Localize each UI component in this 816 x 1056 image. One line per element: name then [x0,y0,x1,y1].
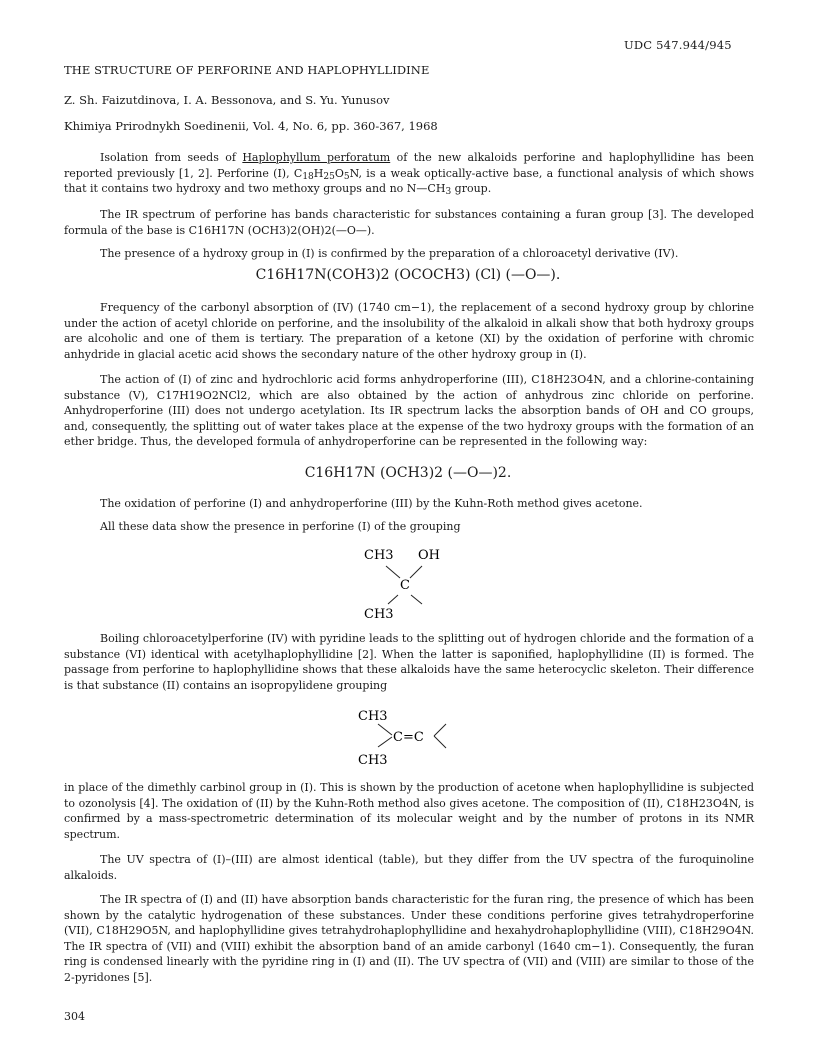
svg-text:OH: OH [418,548,440,563]
svg-text:CH3: CH3 [364,548,394,563]
journal-citation: Khimiya Prirodnykh Soedinenii, Vol. 4, No. 6, pp. 360-367, 1968 [64,119,438,133]
formula-chloroacetyl: C16H17N(COH3)2 (OCOCH3) (Cl) (—O—). [255,267,561,283]
svg-text:C=C: C=C [393,730,424,745]
species-name: Haplophyllum perforatum [242,151,391,164]
svg-text:CH3: CH3 [358,753,388,768]
paragraph-8: Boiling chloroacetylperforine (IV) with pyridine leads to the splitting out of hydrogen chloride and the formation of a substance (VI) identical with acetylhaplophyllidine [2]. When the latter is saponified, haplophyllidine (II) is formed. The passage from perforine to haplophyllidine shows that these alkaloids have the same heterocyclic skeleton. Their difference is that substance (II) contains an isopropylidene grouping [64,632,754,692]
paragraph-1: Isolation from seeds of Haplophyllum perforatum of the new alkaloids perforine and haplophyllidine has been reported previously [1, 2]. Perforine (I), $C_{18}H_{25}O_5N$, is a weak optically-active base, a functional analysis of which shows that it contains two hydroxy and two methoxy groups and no $N—CH_3$ group. [64,151,754,198]
paragraph-2: The IR spectrum of perforine has bands characteristic for substances containing a furan group [3]. The developed formula of the base is C16H17N (OCH3)2(OH)2(—O—). [64,208,754,237]
paragraph-11: The IR spectra of (I) and (II) have absorption bands characteristic for the furan ring, the presence of which has been shown by the catalytic hydrogenation of these substances. Under these conditions perforine gives tetrahydroperforine (VII), C18H29O5N, and haplophyllidine gives tetrahydrohaplophyllidine and hexahydrohaplophyllidine (VIII), C18H29O4N. The IR spectra of (VII) and (VIII) exhibit the absorption band of an amide carbonyl (1640 cm−1). Consequently, the furan ring is condensed linearly with the pyridine ring in (I) and (II). The UV spectra of (VII) and (VIII) are similar to those of the 2-pyridones [5]. [64,893,754,984]
svg-text:CH3: CH3 [364,607,394,622]
formula-anhydroperforine: C16H17N (OCH3)2 (—O—)2. [304,465,512,481]
dimethyl-carbinol-structure [350,540,470,625]
paragraph-6: The oxidation of perforine (I) and anhydroperforine (III) by the Kuhn-Roth method gives acetone. [100,497,643,510]
isopropylidene-structure [352,704,462,768]
svg-text:C: C [400,578,410,593]
paragraph-7: All these data show the presence in perforine (I) of the grouping [100,520,461,533]
paragraph-4: Frequency of the carbonyl absorption of (IV) (1740 cm−1), the replacement of a second hydroxy group by chlorine under the action of acetyl chloride on perforine, and the insolubility of the alkaloid in alkali show that both hydroxy groups are alcoholic and one of them is tertiary. The preparation of a ketone (XI) by the oxidation of perforine with chromic anhydride in glacial acetic acid shows the secondary nature of the other hydroxy group in (I). [64,301,754,361]
paragraph-10: The UV spectra of (I)–(III) are almost identical (table), but they differ from the UV spectra of the furoquinoline alkaloids. [64,853,754,882]
udc-code: UDC 547.944/945 [624,38,732,52]
page-number: 304 [64,1010,85,1023]
authors: Z. Sh. Faizutdinova, I. A. Bessonova, and S. Yu. Yunusov [64,93,390,107]
paragraph-9: in place of the dimethly carbinol group in (I). This is shown by the production of acetone when haplophyllidine is subjected to ozonolysis [4]. The oxidation of (II) by the Kuhn-Roth method also gives acetone. The composition of (II), C18H23O4N, is confirmed by a mass-spectrometric determination of its molecular weight and by the number of protons in its NMR spectrum. [64,781,754,841]
paragraph-5: The action of (I) of zinc and hydrochloric acid forms anhydroperforine (III), C18H23O4N, and a chlorine-containing substance (V), C17H19O2NCl2, which are also obtained by the action of anhydrous zinc chloride on perforine. Anhydroperforine (III) does not undergo acetylation. Its IR spectrum lacks the absorption bands of OH and CO groups, and, consequently, the splitting out of water takes place at the expense of the two hydroxy groups with the formation of an ether bridge. Thus, the developed formula of anhydroperforine can be represented in the following way: [64,373,754,449]
svg-text:CH3: CH3 [358,709,388,724]
paragraph-3: The presence of a hydroxy group in (I) is confirmed by the preparation of a chloroacetyl derivative (IV). [100,247,679,260]
article-title: THE STRUCTURE OF PERFORINE AND HAPLOPHYLLIDINE [64,63,430,77]
